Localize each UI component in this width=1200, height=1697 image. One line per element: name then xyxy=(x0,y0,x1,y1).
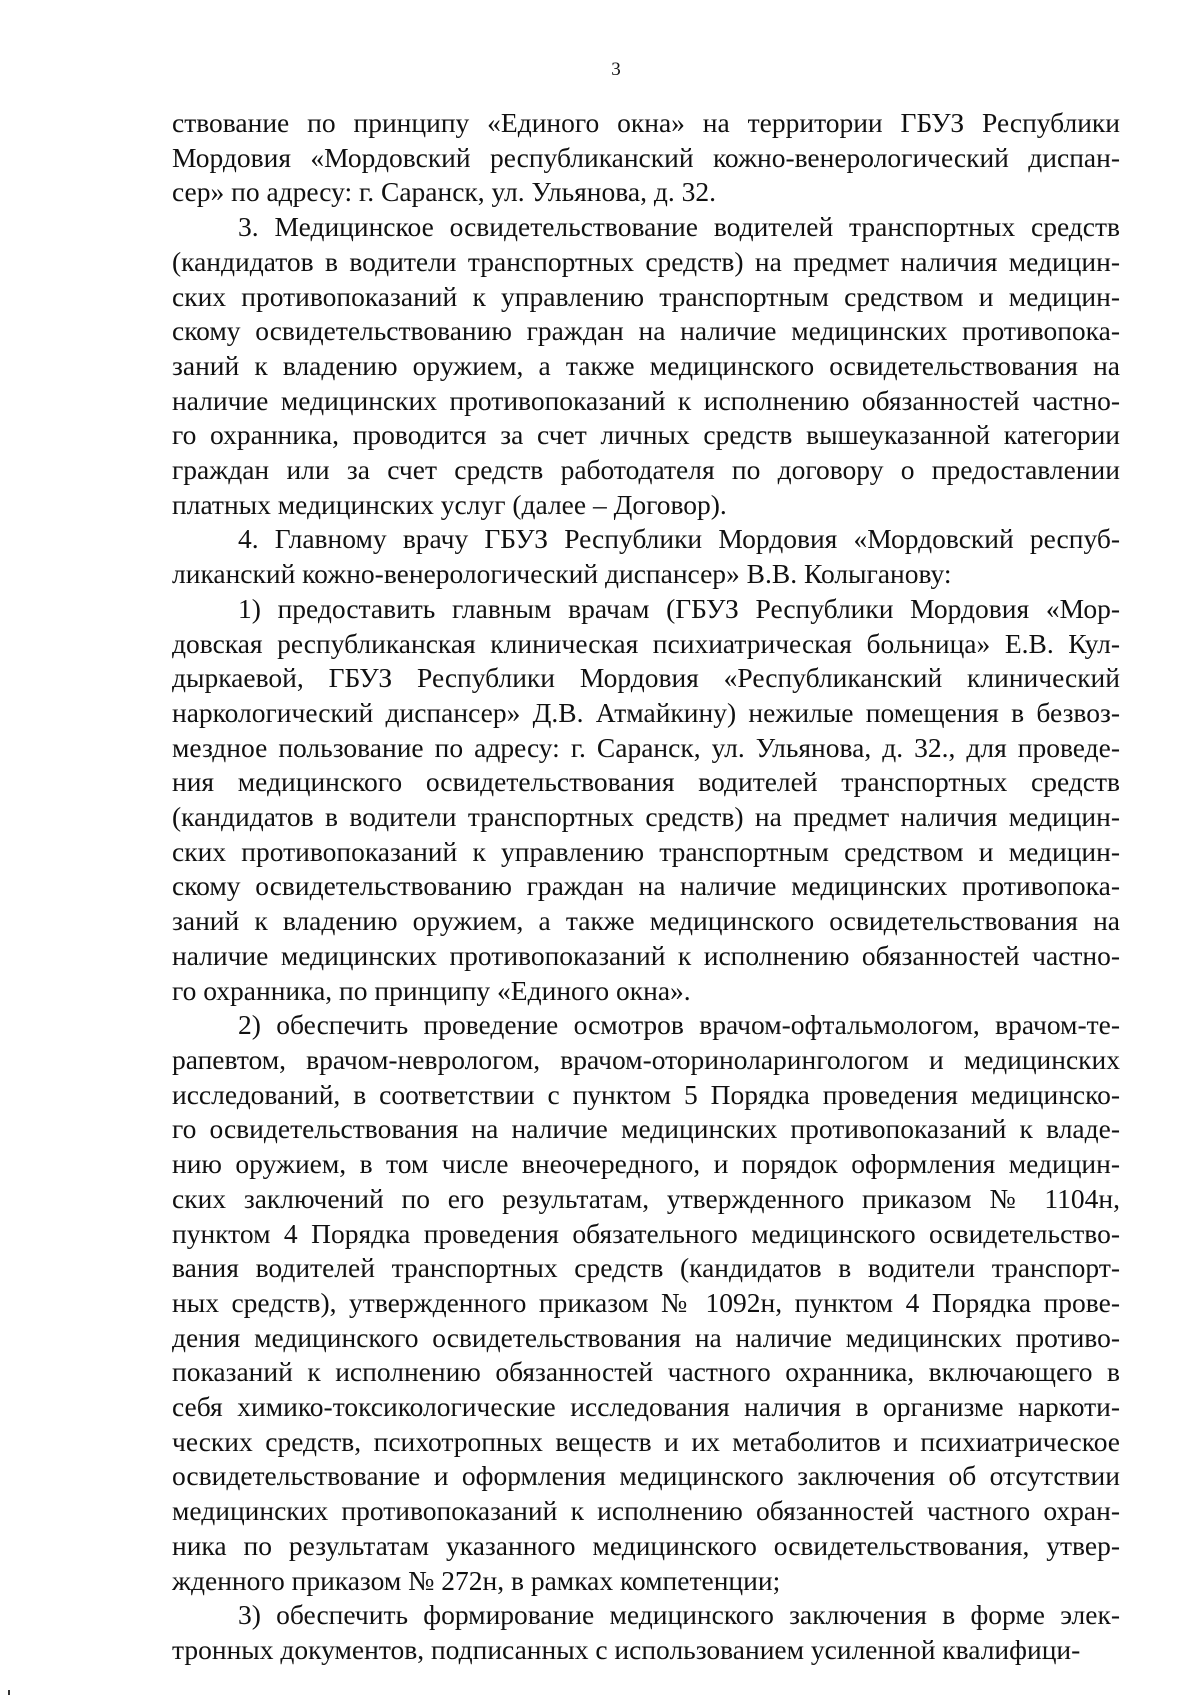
text-line: ника по результатам указанного медицинского освидетельствования, утвер- xyxy=(172,1529,1120,1561)
text-line: освидетельствование и оформления медицинского заключения об отсутствии xyxy=(172,1460,1120,1492)
scan-mark xyxy=(8,1690,10,1695)
text-line: (кандидатов в водители транспортных средств) на предмет наличия медицин- xyxy=(172,245,1120,277)
paragraph xyxy=(172,1598,1120,1667)
text-line: жденного приказом № 272н, в рамках компетенции; xyxy=(172,1564,781,1596)
text-line: наличие медицинских противопоказаний к исполнению обязанностей частно- xyxy=(172,384,1120,416)
document-body xyxy=(172,106,1120,1668)
page-number: 3 xyxy=(611,59,621,80)
paragraph xyxy=(172,210,1120,522)
text-line: 4. Главному врачу ГБУЗ Республики Мордовия «Мордовский респуб- xyxy=(238,523,1120,555)
text-line: медицинских противопоказаний к исполнению обязанностей частного охран- xyxy=(172,1495,1120,1527)
paragraph xyxy=(172,106,1120,210)
text-line: ния медицинского освидетельствования водителей транспортных средств xyxy=(172,766,1120,798)
text-line: исследований, в соответствии с пунктом 5 Порядка проведения медицинско- xyxy=(172,1078,1120,1110)
text-line: тронных документов, подписанных с использованием усиленной квалифици- xyxy=(172,1633,1081,1665)
paragraph xyxy=(172,592,1120,1008)
text-line: ских заключений по его результатам, утвержденного приказом № 1104н, xyxy=(172,1182,1120,1214)
text-line: граждан или за счет средств работодателя по договору о предоставлении xyxy=(172,454,1120,486)
text-line: довская республиканская клиническая психиатрическая больница» Е.В. Кул- xyxy=(172,627,1120,659)
text-line: наркологический диспансер» Д.В. Атмайкину) нежилые помещения в безвоз- xyxy=(172,696,1120,728)
text-line: скому освидетельствованию граждан на наличие медицинских противопока- xyxy=(172,315,1120,347)
text-line: ликанский кожно-венерологический диспансер» В.В. Колыганову: xyxy=(172,558,952,590)
text-line: пунктом 4 Порядка проведения обязательного медицинского освидетельство- xyxy=(172,1217,1120,1249)
text-line: 1) предоставить главным врачам (ГБУЗ Республики Мордовия «Мор- xyxy=(238,592,1120,624)
text-line: себя химико-токсикологические исследования наличия в организме наркоти- xyxy=(172,1391,1120,1423)
text-line: показаний к исполнению обязанностей частного охранника, включающего в xyxy=(172,1356,1120,1388)
text-line: рапевтом, врачом-неврологом, врачом-оториноларингологом и медицинских xyxy=(172,1043,1120,1075)
text-line: дыркаевой, ГБУЗ Республики Мордовия «Республиканский клинический xyxy=(172,662,1120,694)
text-line: ских противопоказаний к управлению транспортным средством и медицин- xyxy=(172,280,1120,312)
text-line: наличие медицинских противопоказаний к исполнению обязанностей частно- xyxy=(172,939,1120,971)
paragraph xyxy=(172,522,1120,591)
text-line: ческих средств, психотропных веществ и их метаболитов и психиатрическое xyxy=(172,1425,1120,1457)
text-line: го освидетельствования на наличие медицинских противопоказаний к владе- xyxy=(172,1113,1120,1145)
text-line: ных средств), утвержденного приказом № 1092н, пунктом 4 Порядка прове- xyxy=(172,1286,1120,1318)
text-line: платных медицинских услуг (далее – Договор). xyxy=(172,488,727,520)
text-line: Мордовия «Мордовский республиканский кожно-венерологический диспан- xyxy=(172,141,1120,173)
text-line: заний к владению оружием, а также медицинского освидетельствования на xyxy=(172,349,1120,381)
text-line: (кандидатов в водители транспортных средств) на предмет наличия медицин- xyxy=(172,801,1120,833)
text-line: ствование по принципу «Единого окна» на территории ГБУЗ Республики xyxy=(172,107,1120,138)
text-line: ских противопоказаний к управлению транспортным средством и медицин- xyxy=(172,835,1120,867)
text-line: сер» по адресу: г. Саранск, ул. Ульянова, д. 32. xyxy=(172,176,716,208)
text-line: дения медицинского освидетельствования на наличие медицинских противо- xyxy=(172,1321,1120,1353)
text-line: вания водителей транспортных средств (кандидатов в водители транспорт- xyxy=(172,1252,1120,1284)
text-line: скому освидетельствованию граждан на наличие медицинских противопока- xyxy=(172,870,1120,902)
text-line: заний к владению оружием, а также медицинского освидетельствования на xyxy=(172,905,1120,937)
text-line: го охранника, по принципу «Единого окна». xyxy=(172,974,691,1006)
text-line: нию оружием, в том числе внеочередного, и порядок оформления медицин- xyxy=(172,1148,1120,1180)
text-line: 3. Медицинское освидетельствование водителей транспортных средств xyxy=(238,211,1120,243)
text-line: 3) обеспечить формирование медицинского заключения в форме элек- xyxy=(238,1599,1120,1631)
paragraph xyxy=(172,1008,1120,1598)
text-line: мездное пользование по адресу: г. Саранск, ул. Ульянова, д. 32., для проведе- xyxy=(172,731,1120,763)
text-line: 2) обеспечить проведение осмотров врачом-офтальмологом, врачом-те- xyxy=(238,1009,1120,1041)
text-line: го охранника, проводится за счет личных средств вышеуказанной категории xyxy=(172,419,1120,451)
